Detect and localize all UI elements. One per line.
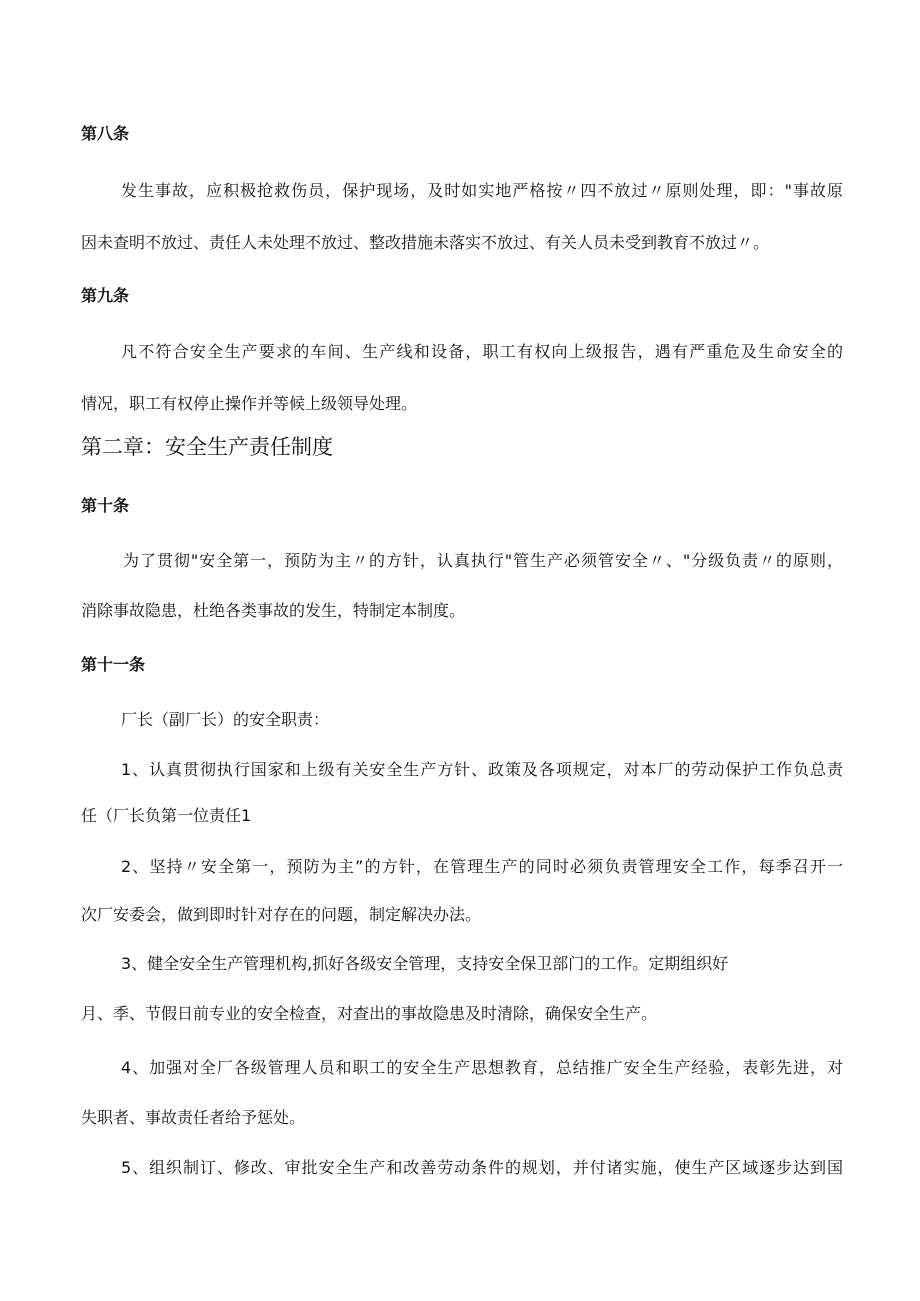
article-9-paragraph <box>81 342 843 414</box>
paragraph-line: 凡不符合安全生产要求的车间、生产线和设备，职工有权向上级报告，遇有严重危及生命安全的 <box>121 342 843 361</box>
paragraph-line: 情况，职工有权停止操作并等候上级领导处理。 <box>81 394 418 413</box>
article-11-item-3 <box>81 954 843 1024</box>
list-item-line: 失职者、事故责任者给予惩处。 <box>81 1108 306 1127</box>
list-item-line: 3、健全安全生产管理机构,抓好各级安全管理，支持安全保卫部门的工作。定期组织好 <box>121 954 729 973</box>
article-9-heading: 第九条 <box>81 286 130 305</box>
article-11-heading: 第十一条 <box>81 655 146 674</box>
list-item-line: 5、组织制订、修改、审批安全生产和改善劳动条件的规划，并付诸实施，使生产区域逐步达到国 <box>121 1158 843 1177</box>
list-item-line: 任（厂长负第一位责任1 <box>81 806 252 825</box>
article-11-item-1 <box>81 760 843 826</box>
chapter-2-title: 第二章：安全生产责任制度 <box>81 435 333 459</box>
article-10-heading: 第十条 <box>81 496 130 515</box>
list-item-line: 次厂安委会，做到即时针对存在的问题，制定解决办法。 <box>81 905 482 924</box>
article-11-item-5 <box>81 1158 843 1178</box>
list-item-line: 2、坚持〃安全第一，预防为主”的方针，在管理生产的同时必须负责管理安全工作，每季召开一 <box>121 857 843 876</box>
article-11-item-2 <box>81 857 843 925</box>
paragraph-line: 发生事故，应积极抢救伤员，保护现场，及时如实地严格按〃四不放过〃原则处理，即："事故原 <box>121 181 843 200</box>
article-10-paragraph <box>81 551 843 621</box>
paragraph-line: 为了贯彻"安全第一，预防为主〃的方针，认真执行"管生产必须管安全〃、"分级负责〃的原则， <box>123 551 843 570</box>
paragraph-line: 因未查明不放过、责任人未处理不放过、整改措施未落实不放过、有关人员未受到教育不放过〃。 <box>81 233 770 252</box>
list-item-line: 4、加强对全厂各级管理人员和职工的安全生产思想教育，总结推广安全生产经验，表彰先进，对 <box>121 1058 843 1077</box>
intro-line: 厂长（副厂长）的安全职责： <box>121 710 330 729</box>
article-11-item-4 <box>81 1058 843 1128</box>
paragraph-line: 消除事故隐患，杜绝各类事故的发生，特制定本制度。 <box>81 601 466 620</box>
list-item-line: 1、认真贯彻执行国家和上级有关安全生产方针、政策及各项规定，对本厂的劳动保护工作负总责 <box>121 760 843 779</box>
article-11-intro <box>81 710 843 730</box>
article-8-heading: 第八条 <box>81 124 130 143</box>
list-item-line: 月、季、节假日前专业的安全检查，对查出的事故隐患及时清除，确保安全生产。 <box>81 1004 658 1023</box>
article-8-paragraph <box>81 181 843 253</box>
